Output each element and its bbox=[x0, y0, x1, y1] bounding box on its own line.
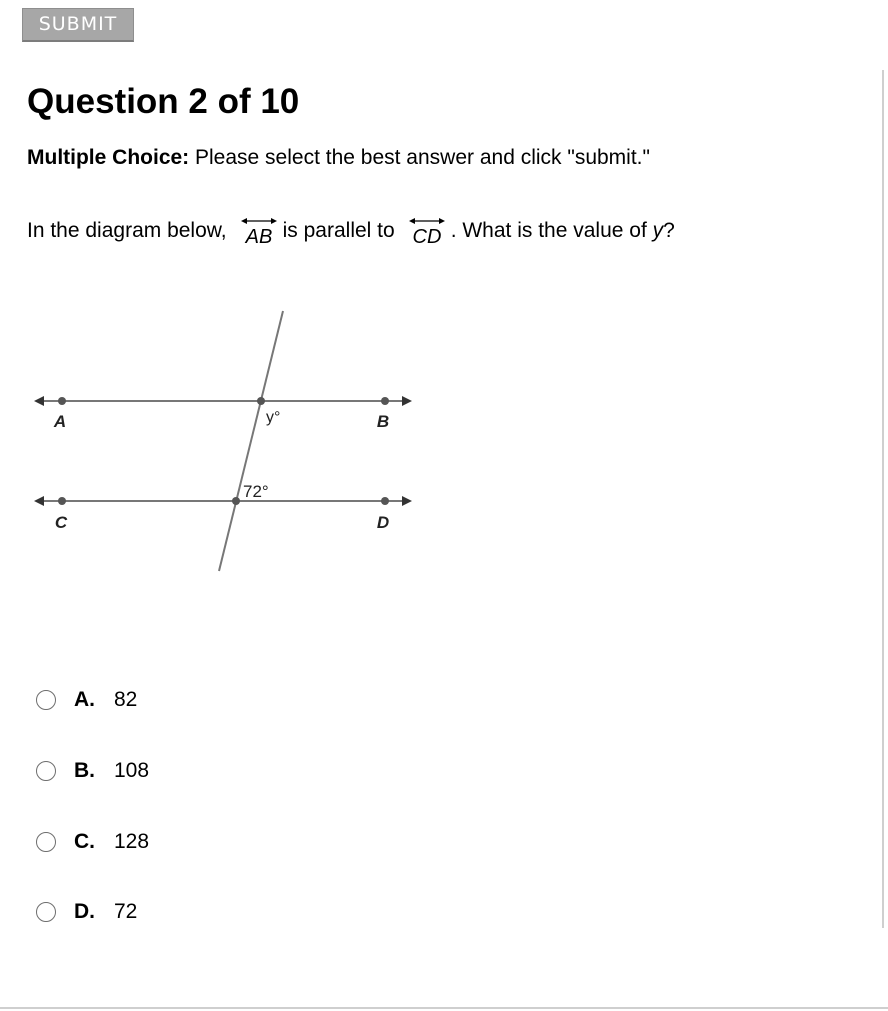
instruction-text bbox=[27, 145, 650, 171]
radio-button-c[interactable] bbox=[36, 832, 56, 852]
line-ab-symbol bbox=[241, 216, 277, 246]
answer-choice-a[interactable] bbox=[36, 685, 137, 715]
arrowhead-a bbox=[34, 396, 44, 406]
radio-button-b[interactable] bbox=[36, 761, 56, 781]
instruction-label: Multiple Choice: bbox=[27, 146, 190, 169]
instruction-body: Please select the best answer and click "submit." bbox=[189, 146, 650, 169]
point-b-label: B bbox=[376, 412, 390, 431]
angle-72-label: 72° bbox=[243, 482, 269, 501]
point-d-label: D bbox=[376, 513, 390, 532]
arrowhead-b bbox=[402, 396, 412, 406]
prompt-part-3: . What is the value of bbox=[450, 219, 653, 242]
point-b-dot bbox=[381, 397, 389, 405]
line-ab-label: AB bbox=[245, 226, 272, 246]
choice-b-value: 108 bbox=[114, 759, 150, 782]
arrowhead-c bbox=[34, 496, 44, 506]
answer-choice-c[interactable] bbox=[36, 827, 149, 857]
choice-a-value: 82 bbox=[114, 688, 138, 711]
answer-choice-d[interactable] bbox=[36, 897, 137, 927]
parallel-lines-diagram bbox=[30, 305, 420, 580]
prompt-part-2: is parallel to bbox=[282, 219, 395, 242]
intersection-bottom-dot bbox=[232, 497, 240, 505]
content-bottom-border bbox=[0, 1007, 888, 1009]
question-prompt bbox=[27, 214, 675, 248]
radio-button-d[interactable] bbox=[36, 902, 56, 922]
submit-button[interactable]: SUBMIT bbox=[22, 8, 134, 42]
choice-b-letter: B. bbox=[74, 759, 95, 782]
point-a-dot bbox=[58, 397, 66, 405]
prompt-variable: y bbox=[652, 219, 664, 242]
choice-d-letter: D. bbox=[74, 900, 95, 923]
prompt-end: ? bbox=[663, 219, 675, 242]
choice-c-value: 128 bbox=[114, 830, 150, 853]
point-c-label: C bbox=[54, 513, 68, 532]
line-cd-label: CD bbox=[412, 226, 442, 246]
arrowhead-d bbox=[402, 496, 412, 506]
question-title: Question 2 of 10 bbox=[27, 82, 300, 121]
choice-d-value: 72 bbox=[114, 900, 138, 923]
transversal-line bbox=[219, 311, 283, 571]
answer-choice-b[interactable] bbox=[36, 756, 149, 786]
content-right-border bbox=[882, 70, 884, 928]
prompt-part-1: In the diagram below, bbox=[27, 219, 227, 242]
angle-y-label: y° bbox=[266, 409, 281, 426]
intersection-top-dot bbox=[257, 397, 265, 405]
radio-button-a[interactable] bbox=[36, 690, 56, 710]
line-cd-symbol bbox=[409, 216, 445, 246]
point-d-dot bbox=[381, 497, 389, 505]
point-c-dot bbox=[58, 497, 66, 505]
point-a-label: A bbox=[53, 412, 67, 431]
choice-a-letter: A. bbox=[74, 688, 95, 711]
choice-c-letter: C. bbox=[74, 830, 95, 853]
